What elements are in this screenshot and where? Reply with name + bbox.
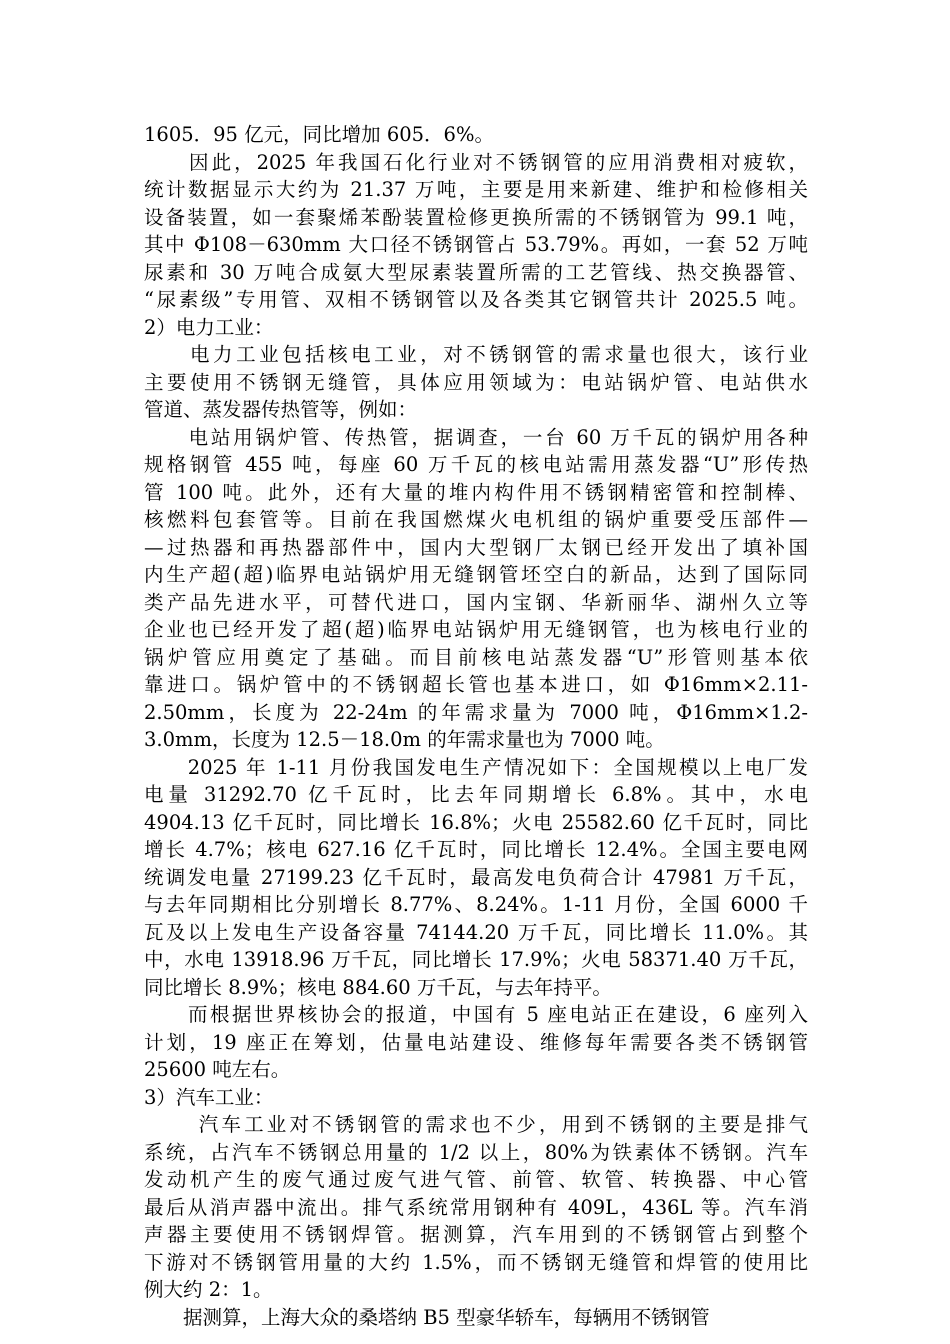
- text-line: —过热器和再热器部件中，国内大型钢厂太钢已经开发出了填补国: [144, 535, 808, 559]
- text-line: 增长 4.7%；核电 627.16 亿千瓦时，同比增长 12.4%。全国主要电网: [144, 838, 808, 861]
- text-line: 类产品先进水平，可替代进口，国内宝钢、华新丽华、湖州久立等: [144, 590, 808, 614]
- text-line: 管 100 吨。此外，还有大量的堆内构件用不锈钢精密管和控制棒、: [144, 480, 808, 504]
- text-line: “尿素级”专用管、双相不锈钢管以及各类其它钢管共计 2025.5 吨。: [144, 288, 808, 311]
- text-line: 1605．95 亿元，同比增加 605．6%。: [144, 123, 494, 146]
- text-line: 与去年同期相比分别增长 8.77%、8.24%。1-11 月份，全国 6000 千: [144, 893, 808, 916]
- text-line: 声器主要使用不锈钢焊管。据测算，汽车用到的不锈钢管占到整个: [144, 1223, 808, 1246]
- text-line: 中，水电 13918.96 万千瓦，同比增长 17.9%；火电 58371.40 万千瓦，: [144, 948, 808, 971]
- text-line: 企业也已经开发了超(超)临界电站锅炉用无缝钢管，也为核电行业的: [144, 618, 808, 641]
- text-line: 瓦及以上发电生产设备容量 74144.20 万千瓦，同比增长 11.0%。其: [144, 920, 808, 944]
- text-line: 电量 31292.70 亿千瓦时，比去年同期增长 6.8%。其中，水电: [144, 783, 808, 806]
- text-line: 同比增长 8.9%；核电 884.60 万千瓦，与去年持平。: [144, 975, 612, 999]
- text-line: 管道、蒸发器传热管等，例如：: [144, 398, 418, 421]
- text-line: 内生产超(超)临界电站锅炉用无缝钢管坯空白的新品，达到了国际同: [144, 563, 808, 586]
- text-line: 3.0mm，长度为 12.5－18.0m 的年需求量也为 7000 吨。: [144, 728, 665, 751]
- text-line: 因此，2025 年我国石化行业对不锈钢管的应用消费相对疲软，: [144, 150, 808, 174]
- text-line: 主要使用不锈钢无缝管，具体应用领域为：电站锅炉管、电站供水: [144, 370, 808, 394]
- text-line: 系统，占汽车不锈钢总用量的 1/2 以上，80%为铁素体不锈钢。汽车: [144, 1140, 808, 1164]
- text-line: 统计数据显示大约为 21.37 万吨，主要是用来新建、维护和检修相关: [144, 178, 808, 201]
- text-line: 据测算，上海大众的桑塔纳 B5 型豪华轿车，每辆用不锈钢管: [144, 1305, 710, 1329]
- section-heading: 3）汽车工业：: [144, 1085, 274, 1109]
- text-line: 规格钢管 455 吨，每座 60 万千瓦的核电站需用蒸发器“U”形传热: [144, 453, 808, 476]
- text-line: 2.50mm，长度为 22-24m 的年需求量为 7000 吨，Φ16mm×1.2-: [144, 700, 808, 724]
- text-line: 汽车工业对不锈钢管的需求也不少，用到不锈钢的主要是排气: [144, 1113, 808, 1136]
- text-line: 尿素和 30 万吨合成氨大型尿素装置所需的工艺管线、热交换器管、: [144, 260, 808, 284]
- text-line: 例大约 2：1。: [144, 1278, 273, 1301]
- text-line: 计划，19 座正在筹划，估量电站建设、维修每年需要各类不锈钢管: [144, 1030, 808, 1054]
- text-line: 25600 吨左右。: [144, 1058, 291, 1081]
- text-line: 电力工业包括核电工业，对不锈钢管的需求量也很大，该行业: [144, 343, 808, 366]
- text-line: 下游对不锈钢管用量的大约 1.5%，而不锈钢无缝管和焊管的使用比: [144, 1250, 808, 1274]
- text-line: 统调发电量 27199.23 亿千瓦时，最高发电负荷合计 47981 万千瓦，: [144, 865, 808, 889]
- text-line: 其中 Φ108－630mm 大口径不锈钢管占 53.79%。再如，一套 52 万吨: [144, 233, 808, 256]
- text-line: 锅炉管应用奠定了基础。而目前核电站蒸发器“U”形管则基本依: [144, 645, 808, 669]
- text-line: 核燃料包套管等。目前在我国燃煤火电机组的锅炉重要受压部件—: [144, 508, 808, 531]
- section-heading: 2）电力工业：: [144, 315, 274, 339]
- text-line: 发动机产生的废气通过废气进气管、前管、软管、转换器、中心管: [144, 1168, 808, 1191]
- text-line: 靠进口。锅炉管中的不锈钢超长管也基本进口，如 Φ16mm×2.11-: [144, 673, 808, 696]
- text-line: 4904.13 亿千瓦时，同比增长 16.8%；火电 25582.60 亿千瓦时，同比: [144, 810, 808, 834]
- text-line: 最后从消声器中流出。排气系统常用钢种有 409L，436L 等。汽车消: [144, 1195, 808, 1219]
- text-line: 电站用锅炉管、传热管，据调查，一台 60 万千瓦的锅炉用各种: [144, 425, 808, 449]
- document-page: [144, 121, 808, 1331]
- text-line: 设备装置，如一套聚烯苯酚装置检修更换所需的不锈钢管为 99.1 吨，: [144, 205, 808, 229]
- text-line: 2025 年 1-11 月份我国发电生产情况如下：全国规模以上电厂发: [144, 755, 808, 779]
- text-line: 而根据世界核协会的报道，中国有 5 座电站正在建设，6 座列入: [144, 1003, 808, 1026]
